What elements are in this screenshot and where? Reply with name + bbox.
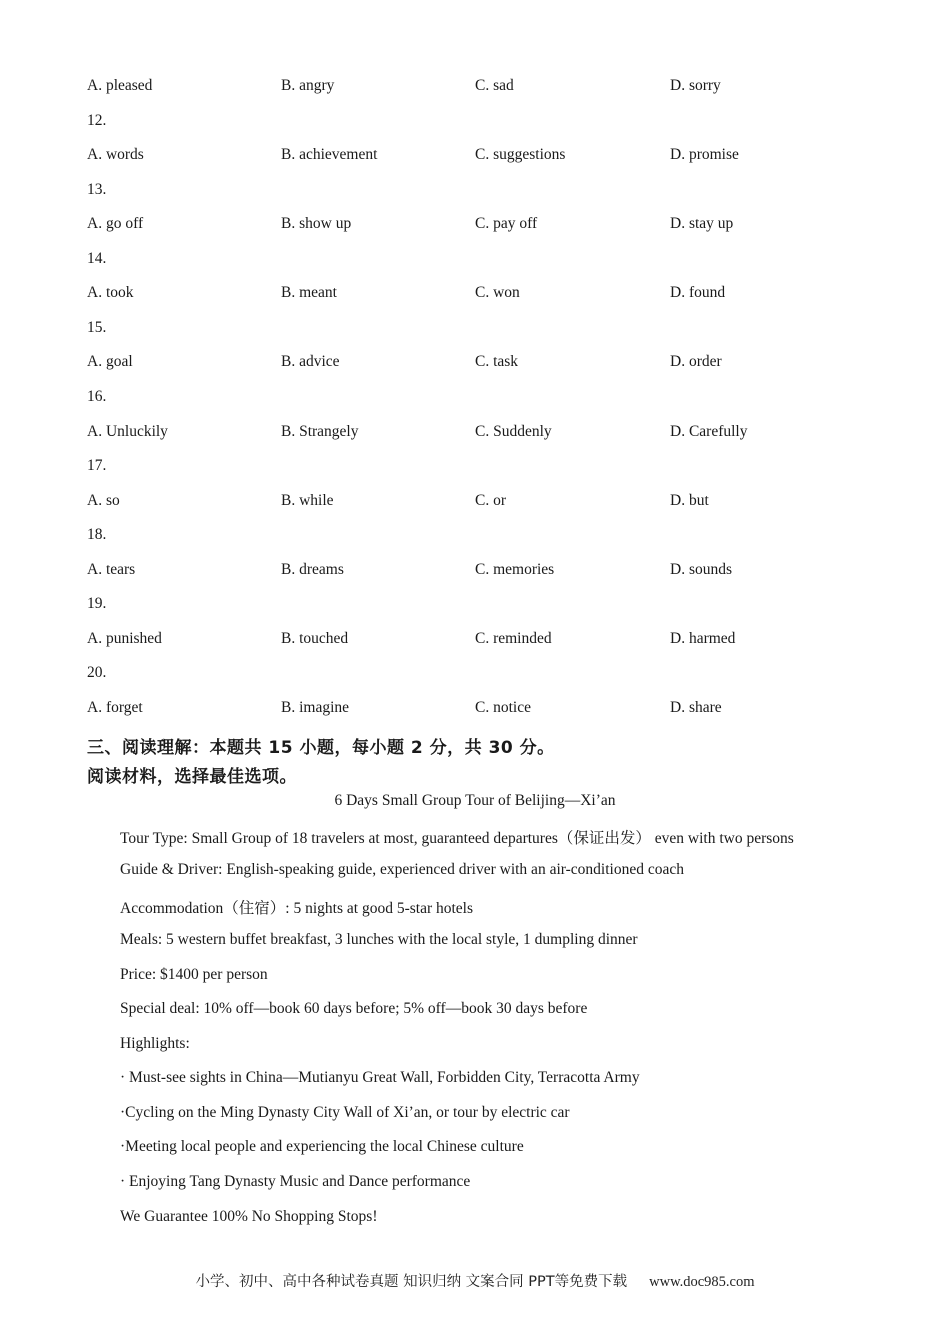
option-c: C. sad <box>475 77 514 94</box>
options-row-17 <box>87 492 867 514</box>
page-footer <box>0 1270 950 1291</box>
options-row-12 <box>87 146 867 168</box>
option-b: B. meant <box>281 284 337 301</box>
option-d: D. order <box>670 353 722 370</box>
option-c: C. or <box>475 492 506 509</box>
option-d: D. but <box>670 492 709 509</box>
options-row-20 <box>87 699 867 721</box>
passage-line-guide: Guide & Driver: English-speaking guide, experienced driver with an air-conditioned coach <box>120 861 684 878</box>
options-row-15 <box>87 353 867 375</box>
options-row-16 <box>87 423 867 445</box>
option-a: A. goal <box>87 353 133 370</box>
option-d: D. stay up <box>670 215 734 232</box>
passage-line-special-deal: Special deal: 10% off—book 60 days before; 5% off—book 30 days before <box>120 1000 588 1017</box>
option-a: A. forget <box>87 699 143 716</box>
option-b: B. show up <box>281 215 352 232</box>
options-row-19 <box>87 630 867 652</box>
section-heading: 三、阅读理解：本题共 15 小题，每小题 2 分，共 30 分。 <box>87 738 555 758</box>
option-b: B. achievement <box>281 146 378 163</box>
passage-line-guarantee: We Guarantee 100% No Shopping Stops! <box>120 1208 378 1225</box>
option-d: D. found <box>670 284 726 301</box>
option-c: C. task <box>475 353 519 370</box>
option-c: C. pay off <box>475 215 538 232</box>
option-c: C. won <box>475 284 520 301</box>
passage-line-accommodation: Accommodation（住宿）: 5 nights at good 5-star hotels <box>120 900 474 917</box>
option-a: A. tears <box>87 561 136 578</box>
question-number-12: 12. <box>87 112 107 129</box>
option-a: A. punished <box>87 630 162 647</box>
option-b: B. touched <box>281 630 349 647</box>
option-d: D. share <box>670 699 722 716</box>
passage-line-highlights: Highlights: <box>120 1035 190 1052</box>
option-d: D. harmed <box>670 630 736 647</box>
passage-line-price: Price: $1400 per person <box>120 966 268 983</box>
option-b: B. advice <box>281 353 340 370</box>
passage-line-highlight-1: · Must-see sights in China—Mutianyu Great Wall, Forbidden City, Terracotta Army <box>120 1069 640 1086</box>
question-number-15: 15. <box>87 319 107 336</box>
question-number-13: 13. <box>87 181 107 198</box>
option-b: B. dreams <box>281 561 344 578</box>
option-d: D. sorry <box>670 77 721 94</box>
question-number-19: 19. <box>87 595 107 612</box>
passage-title: 6 Days Small Group Tour of Belijing—Xi’an <box>334 792 616 809</box>
options-row-14 <box>87 284 867 306</box>
option-c: C. Suddenly <box>475 423 552 440</box>
option-a: A. Unluckily <box>87 423 168 440</box>
passage-line-meals: Meals: 5 western buffet breakfast, 3 lunches with the local style, 1 dumpling dinner <box>120 931 638 948</box>
question-number-17: 17. <box>87 457 107 474</box>
passage-line-highlight-3: ·Meeting local people and experiencing the local Chinese culture <box>120 1138 524 1155</box>
options-row-18 <box>87 561 867 583</box>
option-c: C. memories <box>475 561 555 578</box>
options-row-13 <box>87 215 867 237</box>
passage-line-highlight-2: ·Cycling on the Ming Dynasty City Wall of Xi’an, or tour by electric car <box>120 1104 570 1121</box>
question-number-18: 18. <box>87 526 107 543</box>
option-d: D. sounds <box>670 561 733 578</box>
footer-text: 小学、初中、高中各种试卷真题 知识归纳 文案合同 PPT等免费下载 <box>195 1274 628 1290</box>
options-row-11 <box>87 77 867 99</box>
option-a: A. go off <box>87 215 144 232</box>
option-a: A. so <box>87 492 120 509</box>
option-b: B. angry <box>281 77 335 94</box>
option-d: D. Carefully <box>670 423 748 440</box>
option-c: C. reminded <box>475 630 552 647</box>
option-a: A. words <box>87 146 144 163</box>
question-number-14: 14. <box>87 250 107 267</box>
option-a: A. pleased <box>87 77 153 94</box>
passage-line-highlight-4: · Enjoying Tang Dynasty Music and Dance performance <box>120 1173 471 1190</box>
option-b: B. Strangely <box>281 423 359 440</box>
option-d: D. promise <box>670 146 739 163</box>
option-a: A. took <box>87 284 134 301</box>
option-c: C. notice <box>475 699 531 716</box>
passage-line-tour-type: Tour Type: Small Group of 18 travelers at most, guaranteed departures（保证出发） even with two persons <box>120 830 794 847</box>
option-b: B. imagine <box>281 699 350 716</box>
section-instruction: 阅读材料，选择最佳选项。 <box>87 767 297 787</box>
option-b: B. while <box>281 492 334 509</box>
footer-site-link[interactable]: www.doc985.com <box>649 1274 755 1290</box>
question-number-20: 20. <box>87 664 107 681</box>
option-c: C. suggestions <box>475 146 566 163</box>
question-number-16: 16. <box>87 388 107 405</box>
